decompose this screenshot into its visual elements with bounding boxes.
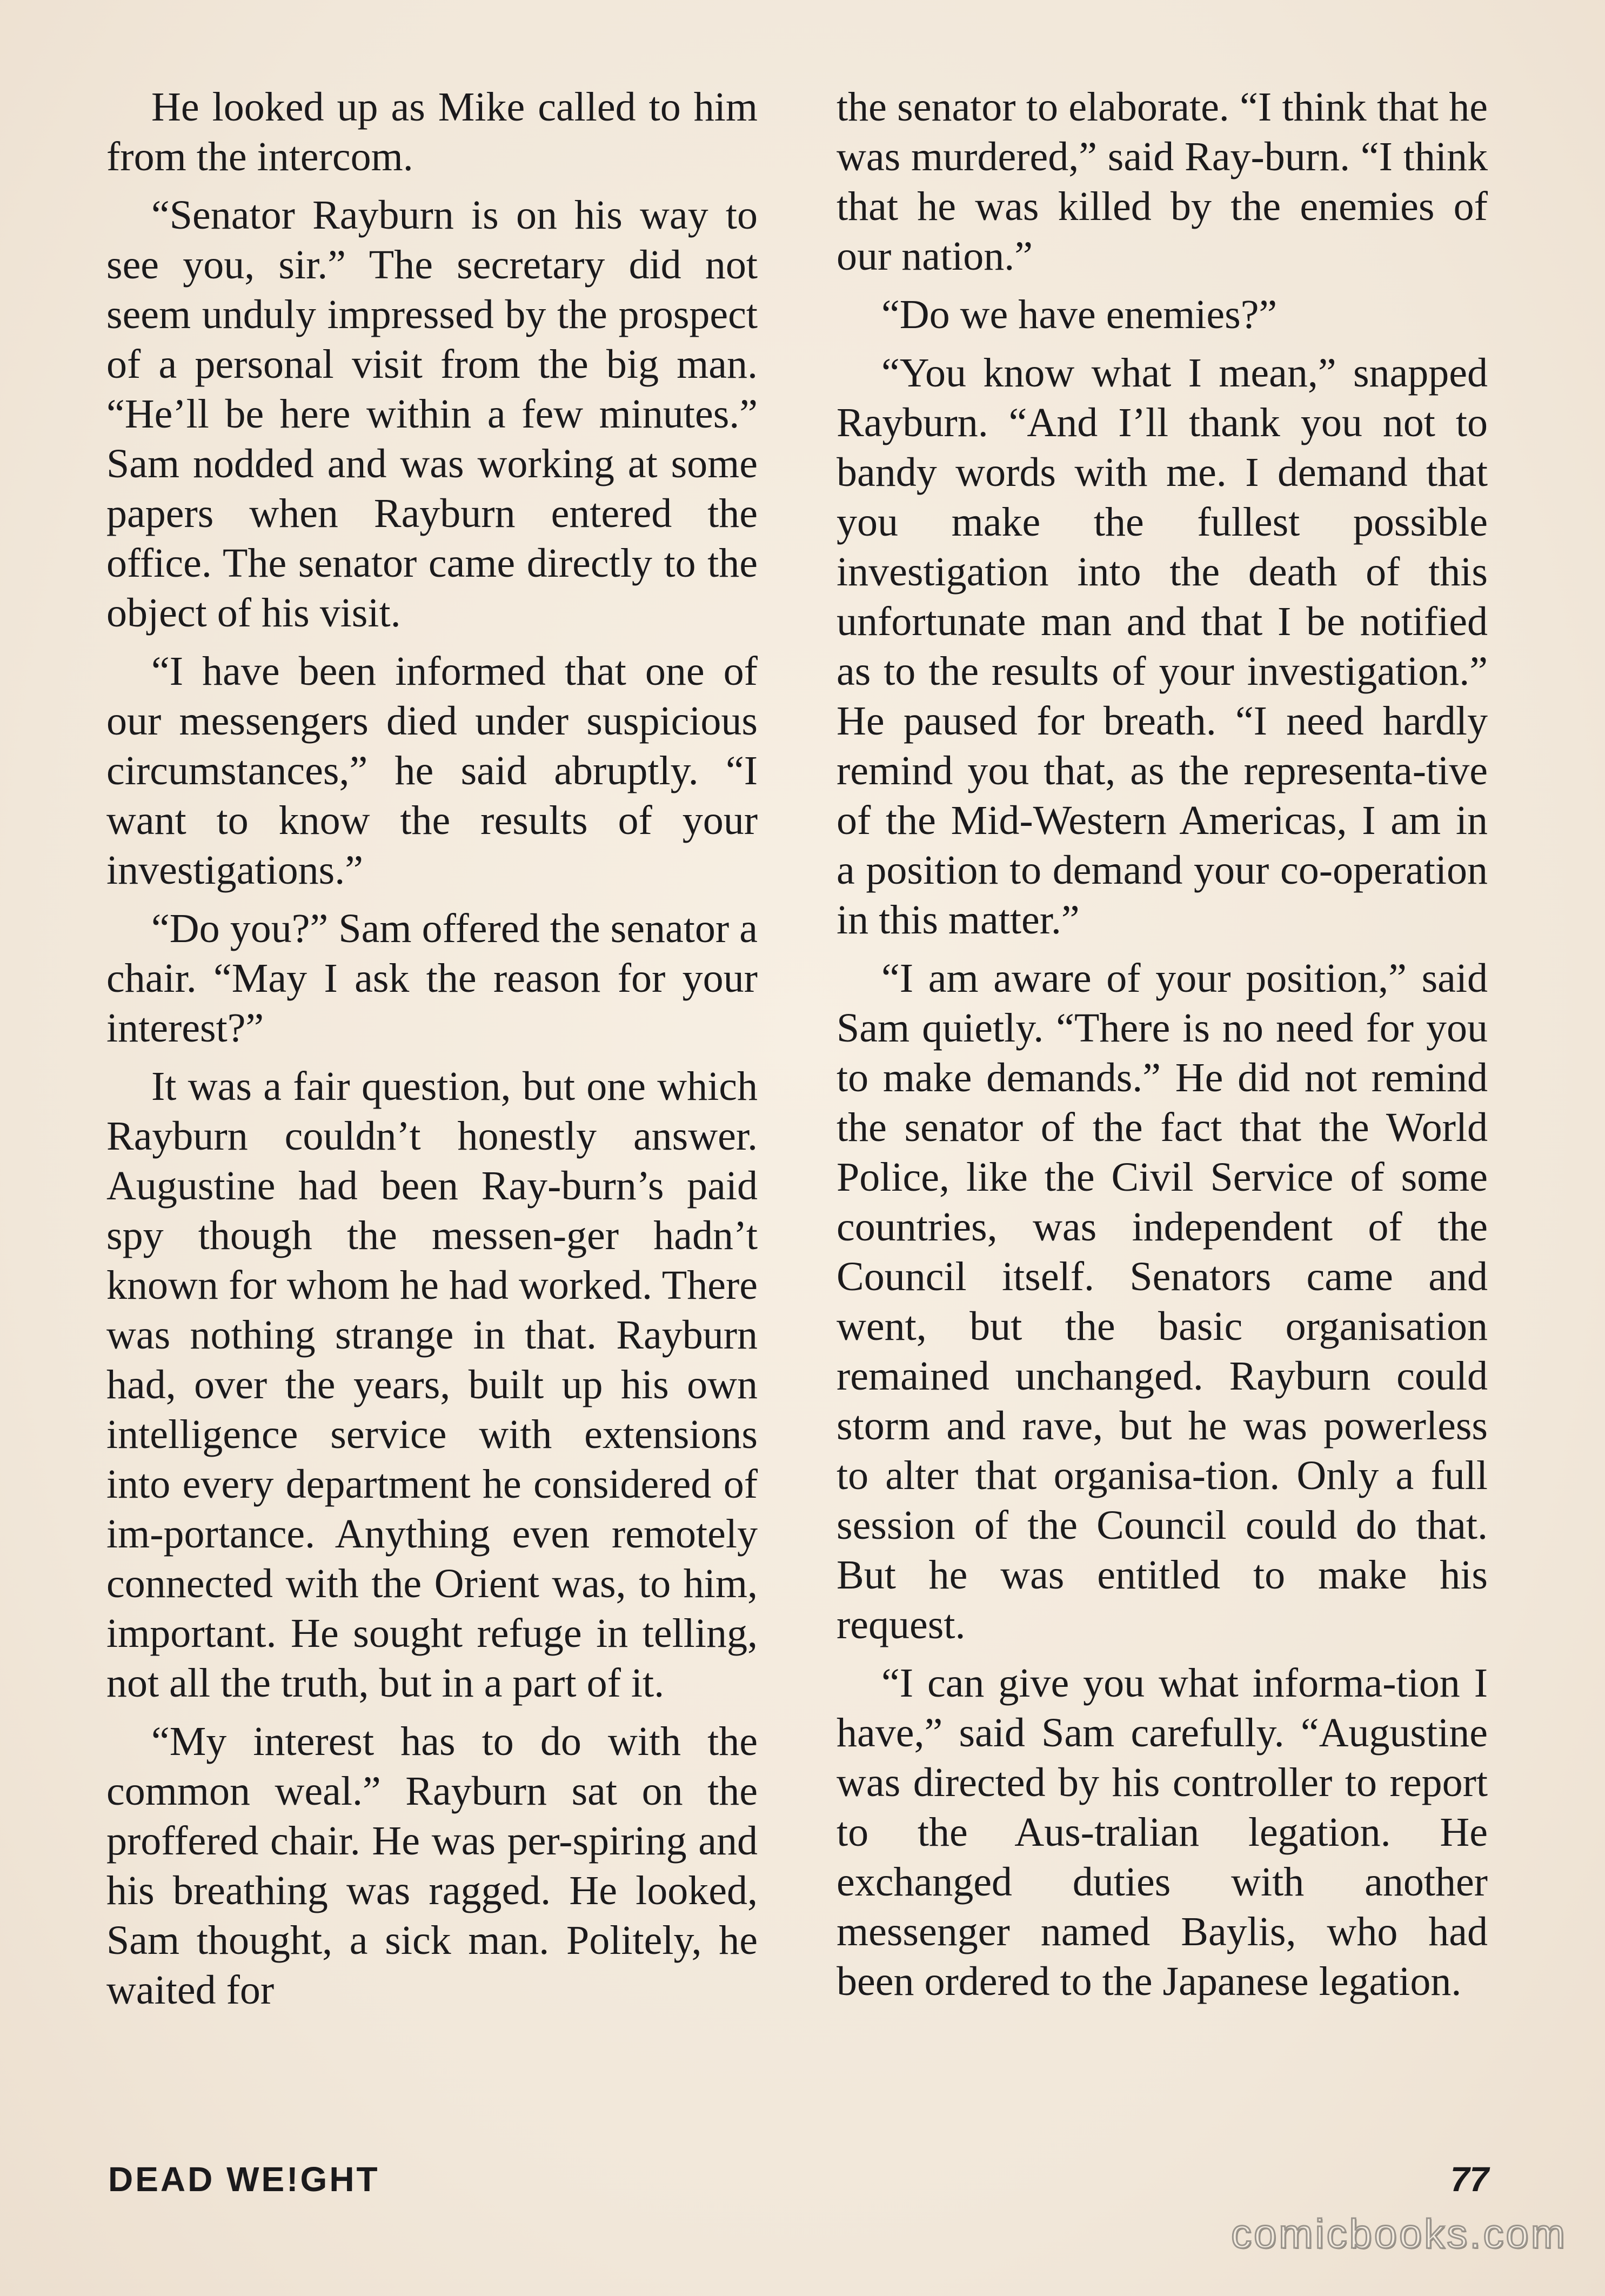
paragraph: “My interest has to do with the common weal.” Rayburn sat on the proffered chair. He was per-spiring and his breathing was ragged. He looked, Sam thought, a sick man. Politely, he waited for [106,1719,758,2013]
paragraph: “Do we have enemies?” [881,292,1278,337]
paragraph: “I have been informed that one of our messengers died under suspicious circumstances,” he said abruptly. “I want to know the results of your investigations.” [106,649,758,893]
paragraph: He looked up as Mike called to him from the intercom. [106,84,758,179]
paragraph: “Do you?” Sam offered the senator a chair. “May I ask the reason for your interest?” [106,906,758,1051]
paragraph: “I can give you what informa-tion I have,” said Sam carefully. “Augustine was directed by his controller to report to the Aus-tralian legation. He exchanged duties with another messenger named Baylis, who had been ordered to the Japanese legation. [837,1660,1488,2004]
paragraph: It was a fair question, but one which Rayburn couldn’t honestly answer. Augustine had been Ray-burn’s paid spy though the messen-ger hadn’t known for whom he had worked. There was nothing strange in that. Rayburn had, over the years, built up his own intelligence service with extensions into every department he considered of im-portance. Anything even remotely connected with the Orient was, to him, important. He sought refuge in telling, not all the truth, but in a part of it. [106,1064,758,1706]
left-text-column [106,82,758,2152]
running-footer-title: DEAD WE!GHT [108,2160,380,2199]
paragraph-continued: the senator to elaborate. “I think that he was murdered,” said Ray-burn. “I think that he was killed by the enemies of our nation.” [837,84,1488,279]
right-text-column [837,82,1488,2152]
page-number: 77 [1450,2160,1489,2199]
paragraph: “You know what I mean,” snapped Rayburn. “And I’ll thank you not to bandy words with me. I demand that you make the fullest possible investigation into the death of this unfortunate man and that I be notified as to the results of your investigation.” He paused for breath. “I need hardly remind you that, as the representa-tive of the Mid-Western Americas, I am in a position to demand your co-operation in this matter.” [837,350,1488,943]
paragraph: “I am aware of your position,” said Sam quietly. “There is no need for you to make demands.” He did not remind the senator of the fact that the World Police, like the Civil Service of some countries, was independent of the Council itself. Senators came and went, but the basic organisation remained unchanged. Rayburn could storm and rave, but he was powerless to alter that organisa-tion. Only a full session of the Council could do that. But he was entitled to make his request. [837,956,1488,1647]
watermark: comicbooks.com [1231,2211,1567,2257]
paragraph: “Senator Rayburn is on his way to see you, sir.” The secretary did not seem unduly impressed by the prospect of a personal visit from the big man. “He’ll be here within a few minutes.” Sam nodded and was working at some papers when Rayburn entered the office. The senator came directly to the object of his visit. [106,192,758,636]
